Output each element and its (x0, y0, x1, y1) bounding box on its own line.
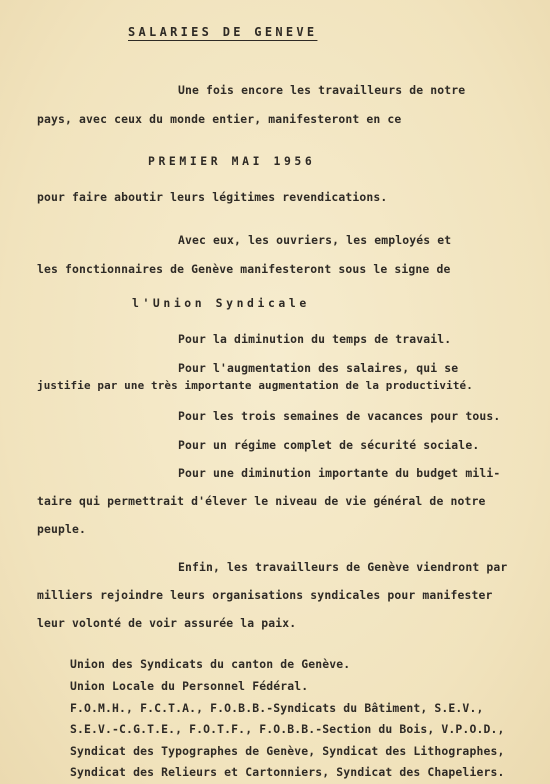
signatory-line: Union Locale du Personnel Fédéral. (70, 679, 309, 693)
signatory-line: F.O.M.H., F.C.T.A., F.O.B.B.-Syndicats du Bâtiment, S.E.V., (70, 701, 484, 715)
signatory-line: Union des Syndicats du canton de Genève. (70, 657, 351, 671)
paragraph-line: milliers rejoindre leurs organisations syndicales pour manifester (37, 588, 493, 602)
demand-line: Pour l'augmentation des salaires, qui se (178, 361, 459, 375)
document-title: SALARIES DE GENEVE (128, 25, 318, 39)
signatory-line: Syndicat des Typographes de Genève, Syndicat des Lithographes, (70, 744, 505, 758)
paragraph-line: les fonctionnaires de Genève manifesteront sous le signe de (37, 262, 451, 276)
paragraph-line: leur volonté de voir assurée la paix. (37, 616, 297, 630)
union-heading: l'Union Syndicale (132, 296, 310, 310)
demand-line: justifie par une très importante augmentation de la productivité. (37, 379, 473, 392)
demand-line: Pour un régime complet de sécurité sociale. (178, 438, 480, 452)
demand-line: Pour les trois semaines de vacances pour tous. (178, 409, 501, 423)
paragraph-line: Une fois encore les travailleurs de notre (178, 83, 466, 97)
paragraph-line: Avec eux, les ouvriers, les employés et (178, 233, 452, 247)
demand-line: taire qui permettrait d'élever le niveau de vie général de notre (37, 494, 486, 508)
paragraph-line: pour faire aboutir leurs légitimes revendications. (37, 190, 388, 204)
signatory-line: S.E.V.-C.G.T.E., F.O.T.F., F.O.B.B.-Section du Bois, V.P.O.D., (70, 722, 505, 736)
demand-line: peuple. (37, 522, 87, 536)
signatory-line: Syndicat des Relieurs et Cartonniers, Syndicat des Chapeliers. (70, 765, 505, 779)
demand-line: Pour la diminution du temps de travail. (178, 332, 452, 346)
demand-line: Pour une diminution importante du budget mili- (178, 466, 501, 480)
date-heading: PREMIER MAI 1956 (148, 154, 316, 168)
paragraph-line: Enfin, les travailleurs de Genève viendront par (178, 560, 508, 574)
paragraph-line: pays, avec ceux du monde entier, manifesteront en ce (37, 112, 402, 126)
